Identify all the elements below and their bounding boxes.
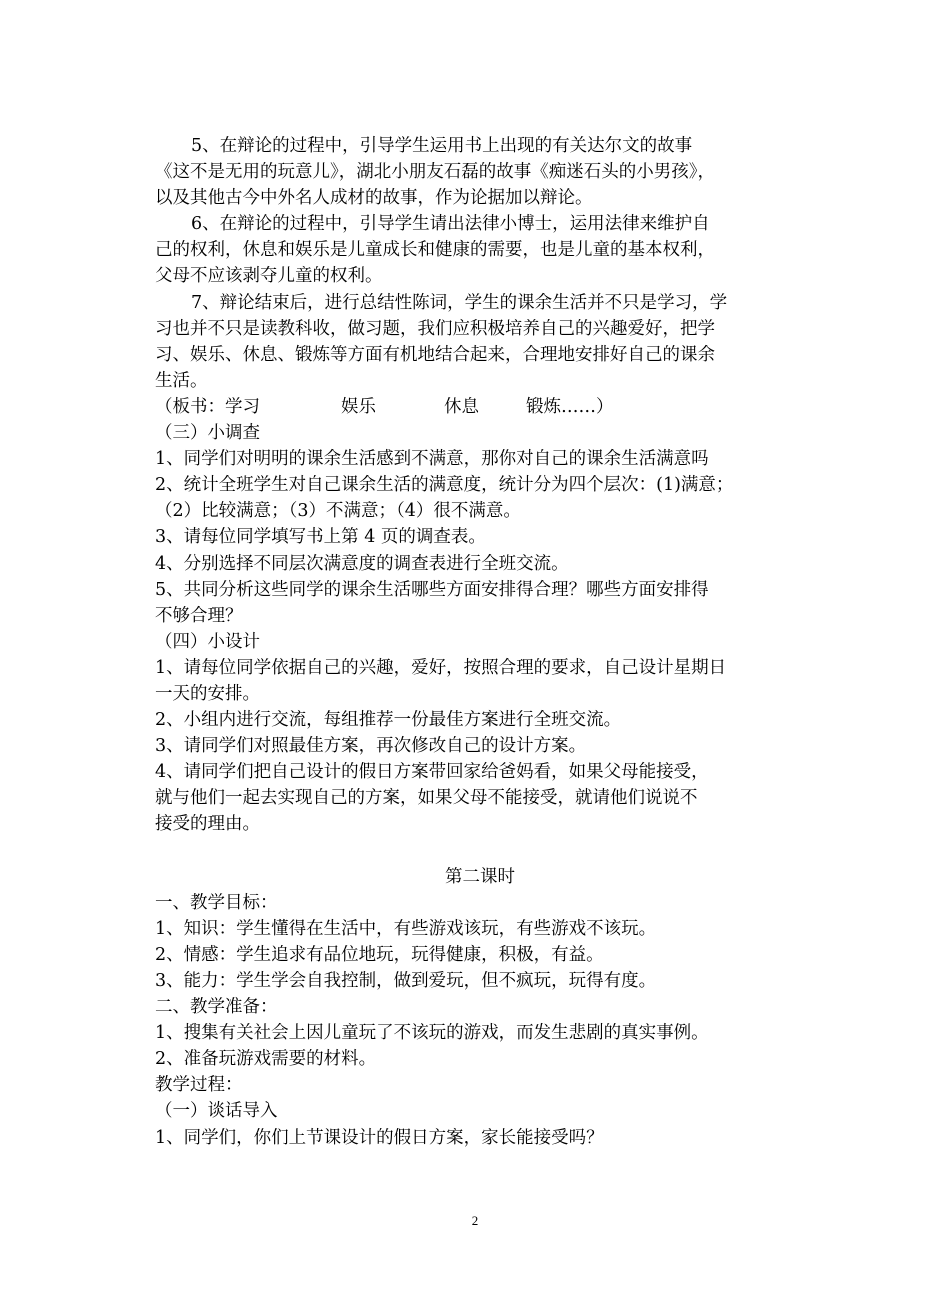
section-heading: （四）小设计	[155, 631, 260, 652]
paragraph-line: 1、同学们，你们上节课设计的假日方案，家长能接受吗？	[155, 1127, 604, 1148]
page-number: 2	[471, 1213, 479, 1228]
blank-line	[155, 838, 805, 864]
paragraph-line: 父母不应该剥夺儿童的权利。	[155, 266, 383, 287]
section-heading: （三）小调查	[155, 423, 260, 444]
paragraph-line: 1、搜集有关社会上因儿童玩了不该玩的游戏，而发生悲剧的真实事例。	[155, 1023, 709, 1044]
paragraph-line: 1、请每位同学依据自己的兴趣，爱好，按照合理的要求，自己设计星期日	[155, 657, 727, 678]
paragraph-line: 6、在辩论的过程中，引导学生请出法律小博士，运用法律来维护自	[191, 214, 710, 235]
paragraph-line: （2）比较满意；（3）不满意；（4）很不满意。	[155, 501, 521, 522]
board-item: 娱乐	[341, 396, 376, 417]
paragraph-line: 3、请每位同学填写书上第 4 页的调查表。	[155, 527, 486, 548]
paragraph-line: 2、小组内进行交流，每组推荐一份最佳方案进行全班交流。	[155, 710, 622, 731]
paragraph-line: 1、同学们对明明的课余生活感到不满意，那你对自己的课余生活满意吗	[155, 449, 709, 470]
paragraph-line: 4、分别选择不同层次满意度的调查表进行全班交流。	[155, 553, 569, 574]
paragraph-line: 3、请同学们对照最佳方案，再次修改自己的设计方案。	[155, 736, 587, 757]
paragraph-line: 生活。	[155, 370, 208, 391]
paragraph-line: 3、能力：学生学会自我控制，做到爱玩，但不疯玩，玩得有度。	[155, 971, 657, 991]
paragraph-line: 接受的理由。	[155, 814, 260, 835]
paragraph-line: 5、共同分析这些同学的课余生活哪些方面安排得合理？哪些方面安排得	[155, 579, 709, 600]
section-heading: （一）谈话导入	[155, 1101, 278, 1122]
paragraph-line: 2、情感：学生追求有品位地玩，玩得健康，积极，有益。	[155, 944, 604, 965]
paragraph-line: 2、准备玩游戏需要的材料。	[155, 1049, 377, 1070]
paragraph-line: 一天的安排。	[155, 683, 260, 704]
paragraph-line: 1、知识：学生懂得在生活中，有些游戏该玩，有些游戏不该玩。	[155, 918, 657, 939]
document-body	[155, 133, 805, 1151]
board-item: 锻炼……）	[526, 396, 614, 417]
lesson-title: 第二课时	[445, 866, 515, 887]
paragraph-line: 己的权利，休息和娱乐是儿童成长和健康的需要，也是儿童的基本权利，	[155, 240, 715, 261]
paragraph-line: 2、统计全班学生对自己课余生活的满意度，统计分为四个层次：(1)满意；	[155, 475, 734, 496]
paragraph-line: 4、请同学们把自己设计的假日方案带回家给爸妈看，如果父母能接受，	[155, 762, 709, 783]
paragraph-line: 5、在辩论的过程中，引导学生运用书上出现的有关达尔文的故事	[191, 136, 693, 156]
blackboard-summary	[155, 394, 805, 420]
section-heading: 教学过程：	[155, 1075, 243, 1096]
paragraph-line: 就与他们一起去实现自己的方案，如果父母不能接受，就请他们说说不	[155, 788, 698, 809]
board-item: （板书：学习	[155, 396, 260, 417]
paragraph-line: 不够合理？	[155, 605, 243, 626]
section-heading: 二、教学准备：	[155, 997, 278, 1018]
paragraph-line: 习也并不只是读教科收，做习题，我们应积极培养自己的兴趣爱好，把学	[155, 318, 715, 339]
paragraph-line: 7、辩论结束后，进行总结性陈词，学生的课余生活并不只是学习，学	[191, 292, 728, 313]
paragraph-line: 习、娱乐、休息、锻炼等方面有机地结合起来，合理地安排好自己的课余	[155, 344, 715, 365]
paragraph-line: 《这不是无用的玩意儿》，湖北小朋友石磊的故事《痴迷石头的小男孩》，	[155, 162, 715, 183]
paragraph-line: 以及其他古今中外名人成材的故事，作为论据加以辩论。	[155, 188, 593, 209]
board-item: 休息	[444, 396, 479, 417]
section-heading: 一、教学目标：	[155, 892, 278, 913]
